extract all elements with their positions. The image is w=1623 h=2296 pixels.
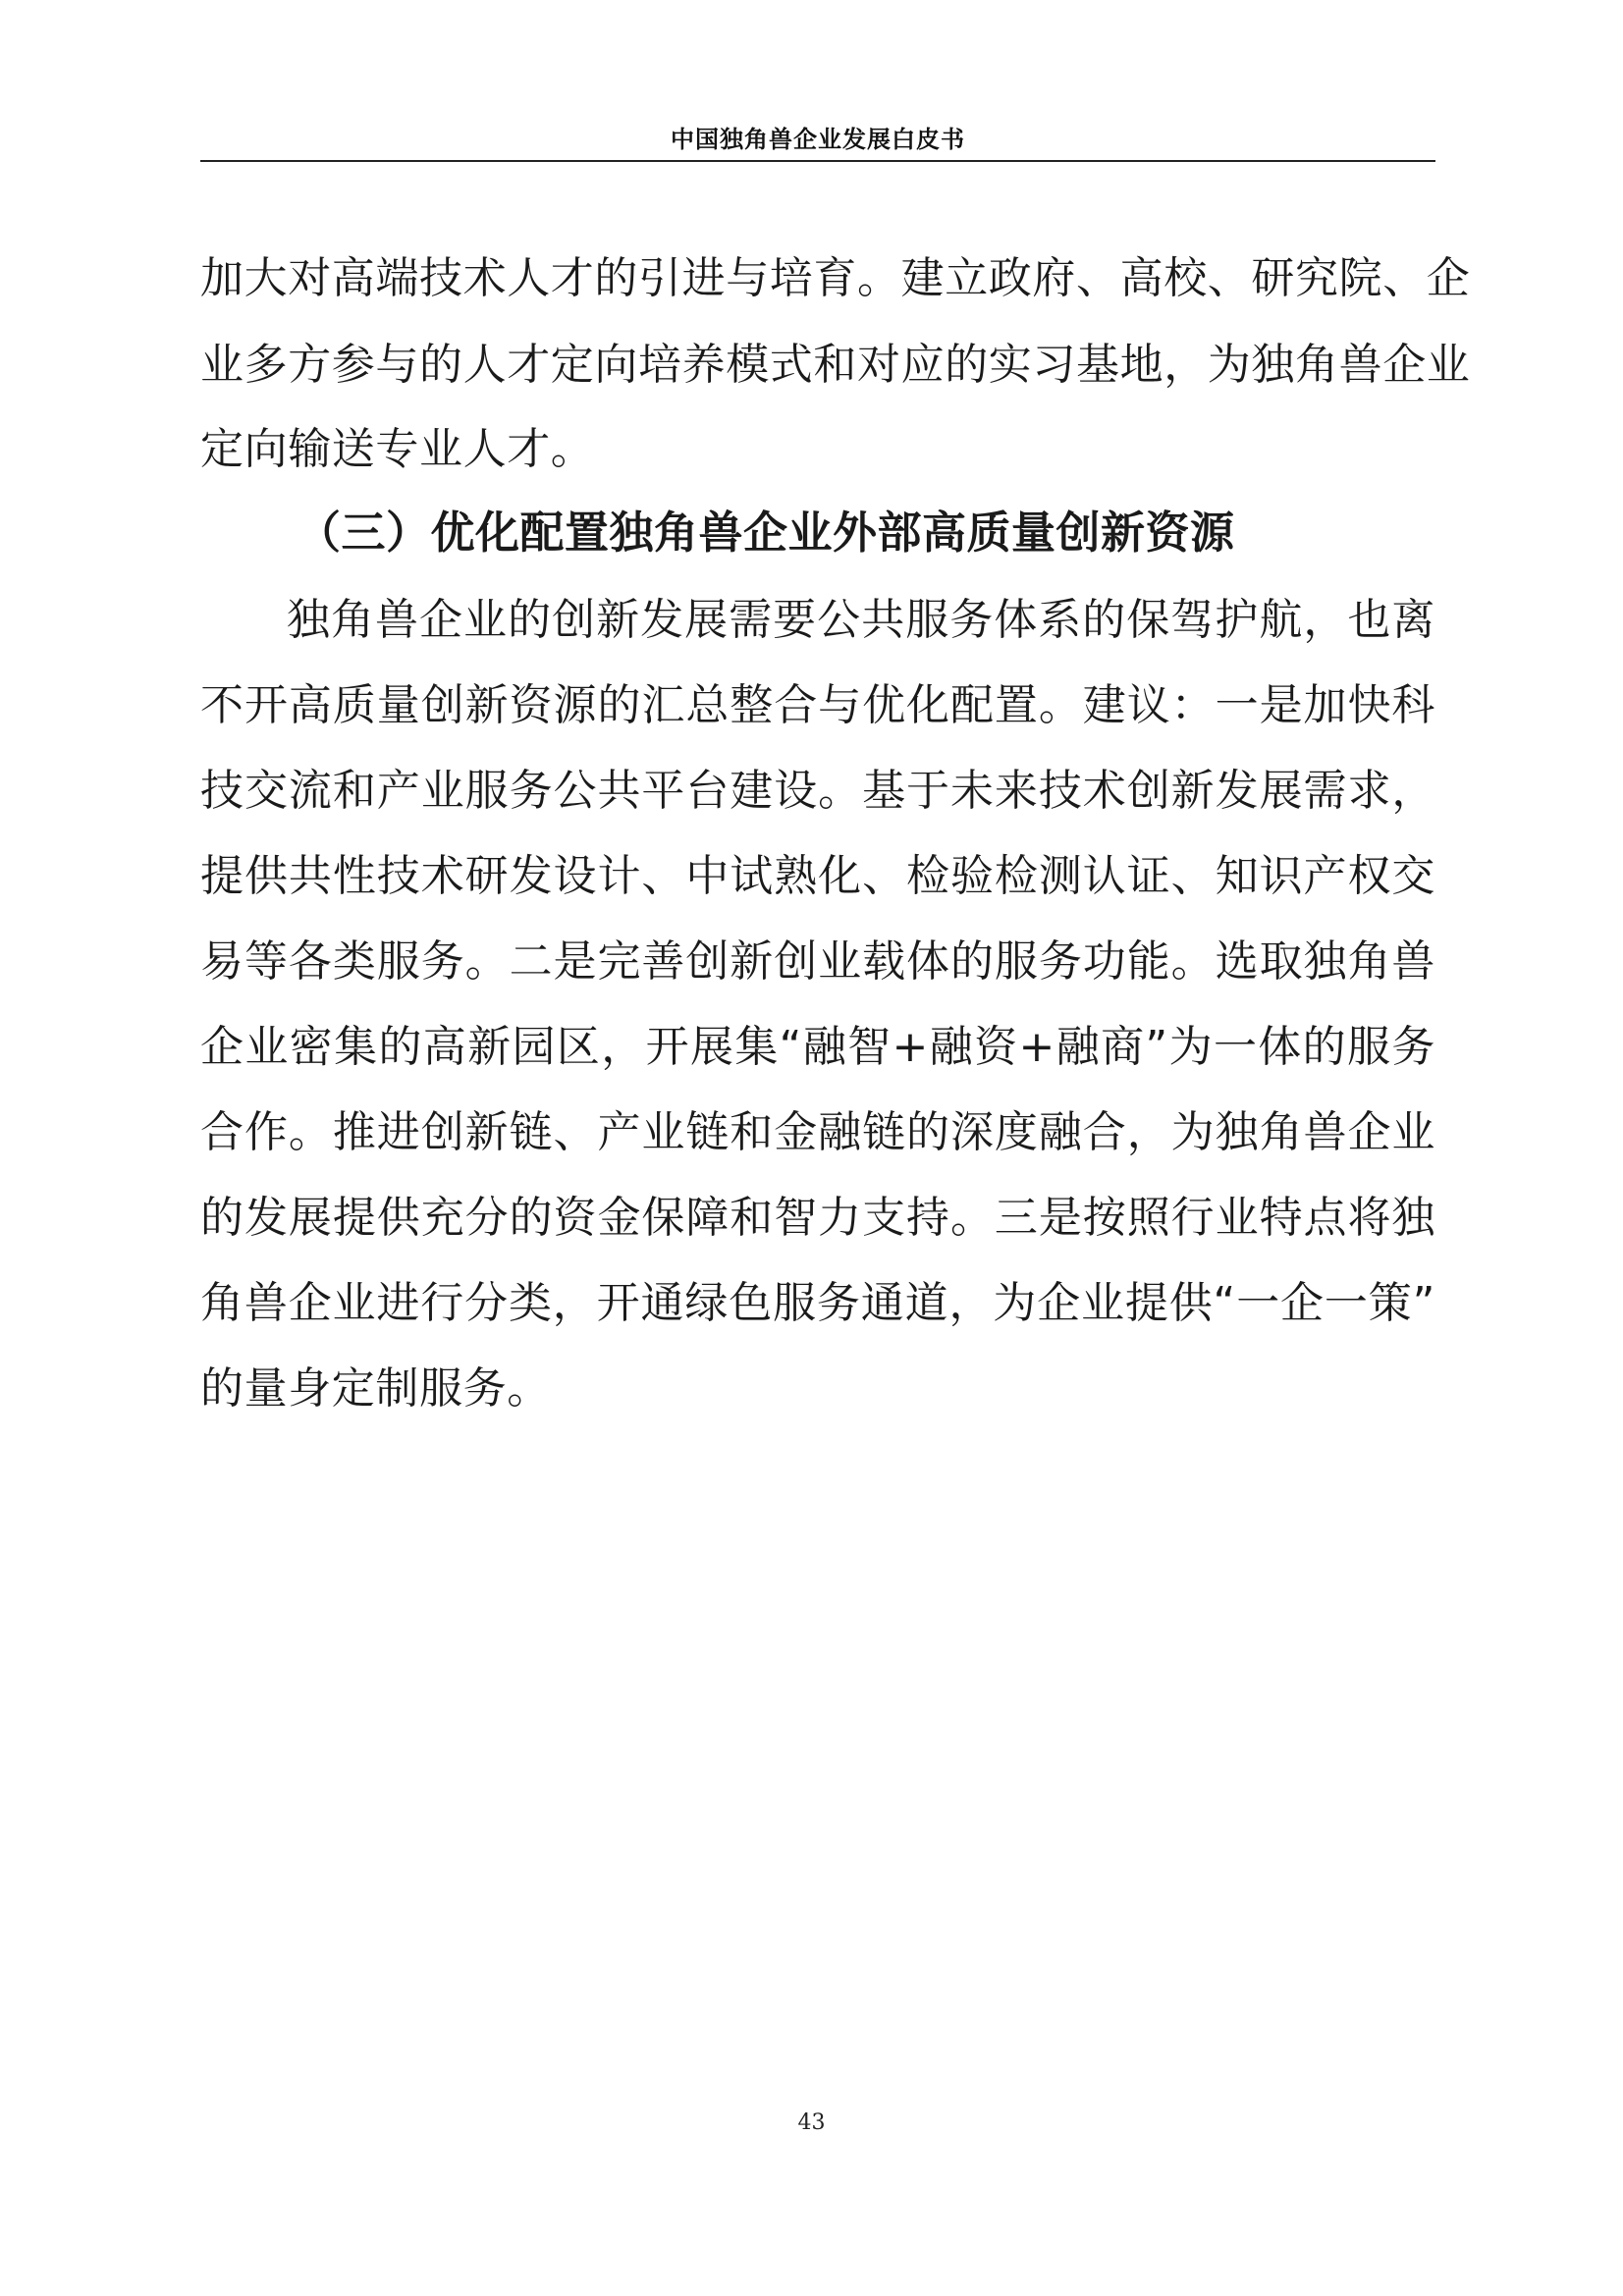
- paragraph-line: 定向输送专业人才。: [200, 424, 595, 474]
- paragraph-line: 独角兽企业的创新发展需要公共服务体系的保驾护航，也离: [287, 595, 1435, 645]
- paragraph-line: 提供共性技术研发设计、中试熟化、检验检测认证、知识产权交: [200, 851, 1435, 901]
- paragraph-line: 技交流和产业服务公共平台建设。基于未来技术创新发展需求，: [200, 766, 1435, 816]
- paragraph-line: 企业密集的高新园区，开展集“融智+融资+融商”为一体的服务: [200, 1022, 1435, 1072]
- paragraph-line: 易等各类服务。二是完善创新创业载体的服务功能。选取独角兽: [200, 936, 1435, 987]
- running-header-title: 中国独角兽企业发展白皮书: [671, 126, 965, 153]
- paragraph-line: 不开高质量创新资源的汇总整合与优化配置。建议：一是加快科: [200, 680, 1435, 730]
- paragraph-line: 业多方参与的人才定向培养模式和对应的实习基地，为独角兽企业: [200, 340, 1471, 390]
- header-divider: [200, 160, 1435, 162]
- paragraph-line: 合作。推进创新链、产业链和金融链的深度融合，为独角兽企业: [200, 1107, 1435, 1157]
- paragraph-line: 加大对高端技术人才的引进与培育。建立政府、高校、研究院、企: [200, 253, 1471, 303]
- page-number: 43: [797, 2110, 826, 2135]
- section-heading: （三）优化配置独角兽企业外部高质量创新资源: [297, 507, 1235, 559]
- paragraph-line: 的量身定制服务。: [200, 1363, 551, 1414]
- paragraph-line: 角兽企业进行分类，开通绿色服务通道，为企业提供“一企一策”: [200, 1278, 1435, 1328]
- paragraph-line: 的发展提供充分的资金保障和智力支持。三是按照行业特点将独: [200, 1193, 1435, 1243]
